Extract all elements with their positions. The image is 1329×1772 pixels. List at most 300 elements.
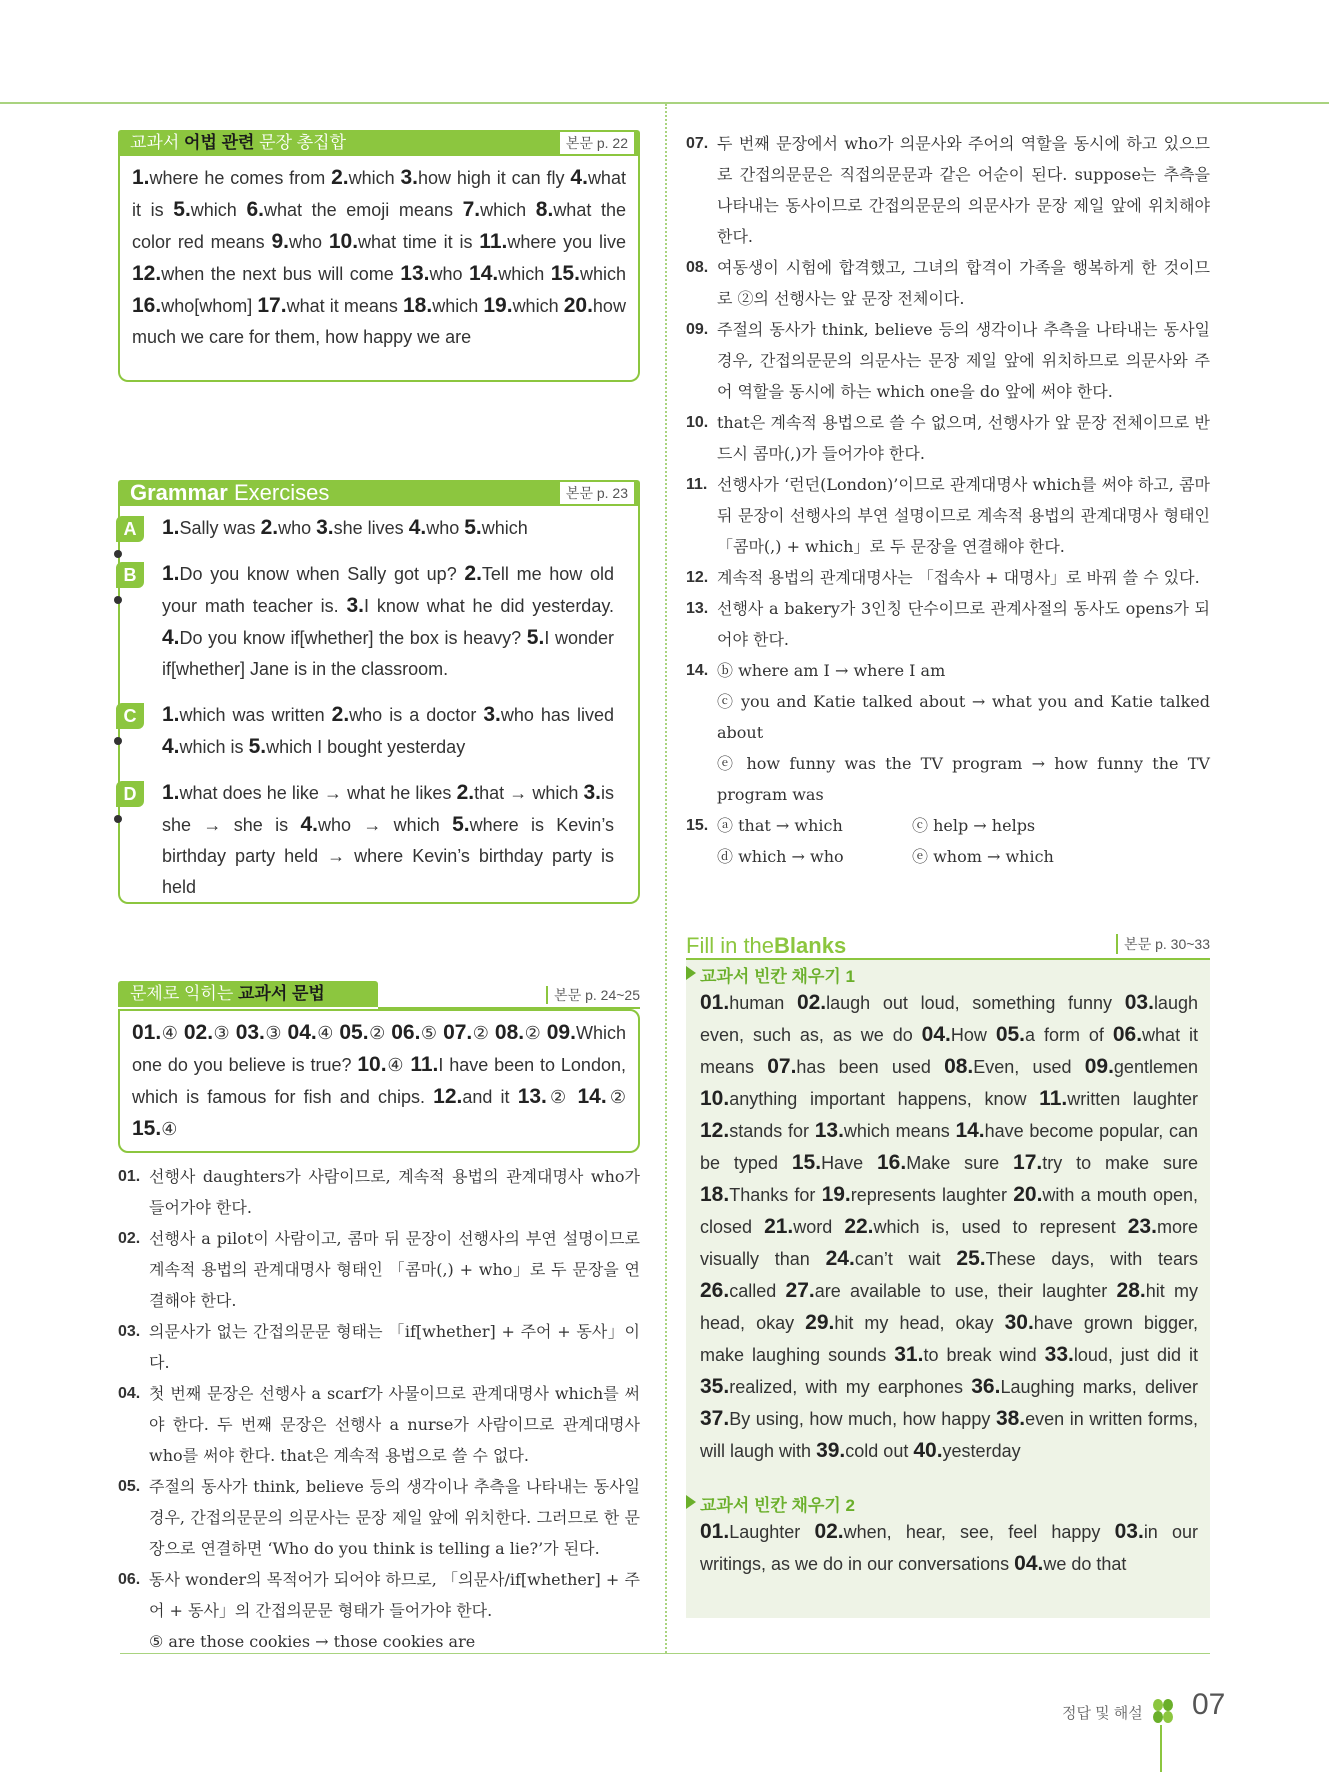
explanation-item — [686, 407, 1210, 469]
answer-number: 02. — [183, 1021, 214, 1044]
answer-text: ② — [606, 1087, 626, 1107]
answer-item — [162, 564, 457, 584]
answer-item — [816, 1441, 908, 1461]
answer-number: 18. — [403, 294, 433, 317]
answer-number: 27. — [785, 1279, 815, 1302]
answer-item — [162, 518, 256, 538]
answer-number: 12. — [132, 262, 162, 285]
explanation-list — [118, 1161, 640, 1657]
explanation-text: 선행사 daughters가 사람이므로, 계속적 용법의 관계대명사 who가 들어가야 한다. — [149, 1167, 640, 1217]
answer-item — [339, 1023, 385, 1043]
answer-number: 1. — [162, 562, 180, 585]
subsection-title-1: 교과서 빈칸 채우기 1 — [686, 962, 1210, 987]
answer-number: 35. — [700, 1375, 730, 1398]
answer-number: 03. — [1124, 991, 1154, 1014]
answer-text: word — [793, 1217, 833, 1237]
answer-item — [1085, 1057, 1198, 1077]
answer-text: have become popular, can be typed — [700, 1121, 1198, 1173]
exercise-answers — [162, 512, 626, 544]
badge-dot — [114, 815, 122, 823]
answer-item — [331, 168, 395, 188]
answer-number: 6. — [246, 198, 264, 221]
header-prefix: 문제로 익히는 — [130, 984, 234, 1003]
answer-text: ② — [368, 1023, 386, 1043]
explanation-text: 주절의 동사가 think, believe 등의 생각이나 추측을 나타내는 동사일 경우, 간접의문문의 의문사는 문장 제일 앞에 위치하므로 의문사와 주어 역할을 동시에 하는 which one을 do 앞에 써야 한다. — [717, 320, 1210, 401]
exercise-label-badge: C — [116, 703, 144, 729]
answer-item — [433, 1087, 509, 1107]
answer-number: 1. — [132, 166, 150, 189]
answer-item — [257, 296, 398, 316]
answer-text: hit my head, okay — [700, 1281, 1198, 1333]
explanation-item — [686, 810, 1210, 872]
answer-item — [815, 1121, 950, 1141]
answer-number: 01. — [700, 1520, 730, 1543]
answer-text: we do that — [1043, 1554, 1127, 1574]
page-number: 07 — [1192, 1688, 1226, 1721]
footer-stem — [1160, 1725, 1162, 1772]
column-divider — [665, 104, 667, 1653]
answer-item — [346, 596, 614, 616]
answer-item — [400, 168, 564, 188]
header-prefix: 교과서 — [130, 133, 180, 152]
explanation-item — [118, 1471, 640, 1564]
answer-text: even in written forms, will laugh with — [700, 1409, 1198, 1461]
answer-item — [700, 993, 784, 1013]
answer-item — [944, 1057, 1071, 1077]
explanation-text: 의문사가 없는 간접의문문 형태는 「if[whether] + 주어 + 동사」이다. — [149, 1322, 640, 1372]
answer-number: 3. — [483, 703, 501, 726]
answer-item — [132, 1023, 178, 1043]
answer-text: anything important happens, know — [729, 1089, 1027, 1109]
answer-item — [162, 705, 325, 725]
answer-number: 4. — [162, 626, 180, 649]
answer-item — [300, 815, 439, 835]
answer-item — [329, 232, 473, 252]
header-emphasis: 교과서 문법 — [238, 984, 325, 1003]
answer-number: 09. — [546, 1021, 576, 1044]
answer-text: laugh out loud, something funny — [826, 993, 1113, 1013]
answer-text: hit my head, okay — [834, 1313, 994, 1333]
answer-number: 05. — [339, 1021, 369, 1044]
explanation-item — [118, 1316, 640, 1378]
answer-text: what the emoji means — [263, 200, 453, 220]
answer-text: which — [481, 518, 528, 538]
answer-text: which — [498, 264, 545, 284]
exercise-label-badge: A — [116, 516, 144, 542]
answer-number: 03. — [235, 1021, 265, 1044]
answer-item — [700, 1121, 809, 1141]
explanation-item — [686, 252, 1210, 314]
explanation-item — [686, 562, 1210, 593]
answer-text: which — [480, 200, 527, 220]
answer-item — [162, 783, 451, 803]
answer-text: more visually than — [700, 1217, 1198, 1269]
answer-item — [357, 1055, 404, 1075]
answer-box — [118, 1009, 640, 1153]
answer-item — [805, 1313, 993, 1333]
answer-item — [403, 296, 478, 316]
subsection-title-2: 교과서 빈칸 채우기 2 — [686, 1491, 1210, 1516]
explanation-number: 13. — [686, 600, 709, 617]
answer-number: 17. — [257, 294, 287, 317]
answer-number: 2. — [464, 562, 482, 585]
answer-text: Make sure — [906, 1153, 1000, 1173]
answer-text: who → which — [317, 815, 440, 835]
answer-number: 39. — [816, 1439, 846, 1462]
answer-text: who — [289, 232, 323, 252]
explanation-text: 첫 번째 문장은 선행사 a scarf가 사물이므로 관계대명사 which를 써야 한다. 두 번째 문장은 선행사 a nurse가 사람이므로 관계대명사 who를 써야 한다. that은 계속적 용법으로 쓸 수 없다. — [149, 1384, 640, 1465]
answer-item — [877, 1153, 999, 1173]
answer-text: which — [579, 264, 626, 284]
answer-number: 38. — [995, 1407, 1026, 1430]
answer-text: that → which — [474, 783, 579, 803]
answer-item — [767, 1057, 931, 1077]
exercise-group-d — [120, 777, 626, 903]
header-emphasis: 어법 관련 — [184, 133, 255, 152]
answer-number: 11. — [479, 230, 508, 253]
answer-item — [443, 1023, 489, 1043]
exercise-label-badge: B — [116, 562, 144, 588]
answer-item — [551, 264, 626, 284]
answer-number: 23. — [1127, 1215, 1157, 1238]
answer-number: 29. — [805, 1311, 835, 1334]
answer-box — [118, 156, 640, 382]
answer-item — [409, 518, 460, 538]
section-grammar-exercises — [118, 480, 640, 904]
section-textbook-grammar — [118, 981, 640, 1657]
answer-text: Do you know when Sally got up? — [179, 564, 457, 584]
section-header — [118, 130, 640, 156]
correction-item: ⓔ whom → which — [912, 847, 1054, 866]
answer-text: Which one do you believe is true? — [132, 1023, 626, 1075]
answer-number: 28. — [1116, 1279, 1146, 1302]
answer-text: try to make sure — [1042, 1153, 1198, 1173]
correction-item: ⓐ that → which — [717, 816, 843, 835]
answer-number: 02. — [814, 1520, 844, 1543]
answer-number: 08. — [944, 1055, 974, 1078]
explanation-text: 주절의 동사가 think, believe 등의 생각이나 추측을 나타내는 동사일 경우, 간접의문문의 의문사는 문장 제일 앞에 위치한다. 그러므로 한 문장으로 연결하면 ‘Who do you think is telling a lie?’가 된다. — [149, 1477, 640, 1558]
answer-number: 04. — [921, 1023, 951, 1046]
leaf-icon — [1148, 1696, 1178, 1726]
explanation-number: 06. — [118, 1571, 141, 1588]
answer-text: ④ — [161, 1023, 179, 1043]
answer-text: Have — [821, 1153, 864, 1173]
answer-text: which — [512, 296, 559, 316]
exercise-group-b — [120, 558, 626, 685]
answer-text: Laughter — [729, 1522, 801, 1542]
explanation-text: 선행사 a pilot이 사람이고, 콤마 뒤 문장이 선행사의 부연 설명이므로 계속적 용법의 관계대명사 형태인 「콤마(,) + who」로 두 문장을 연결해야 한다. — [149, 1229, 640, 1310]
answer-item — [469, 264, 544, 284]
answer-number: 8. — [535, 198, 554, 221]
answer-number: 1. — [162, 781, 180, 804]
answer-item — [162, 737, 244, 757]
answer-text: I wonder if[whether] Jane is in the classroom. — [162, 628, 614, 679]
answer-text: ③ — [264, 1023, 283, 1043]
answer-item — [814, 1522, 1100, 1542]
header-suffix: 문장 총집합 — [259, 133, 347, 152]
answer-text: How — [950, 1025, 987, 1045]
answer-number: 2. — [456, 781, 475, 804]
explanation-text: 동사 wonder의 목적어가 되어야 하므로, 「의문사/if[whether] + 주어 + 동사」의 간접의문문 형태가 들어가야 한다. — [149, 1570, 640, 1620]
answer-number: 10. — [328, 230, 359, 253]
answer-number: 4. — [570, 166, 588, 189]
answer-text: which — [432, 296, 479, 316]
explanation-number: 11. — [686, 476, 708, 493]
page-ref: 본문 p. 30~33 — [1116, 934, 1210, 954]
answer-item — [132, 1119, 177, 1139]
answer-text: realized, with my earphones — [729, 1377, 963, 1397]
answer-item — [464, 518, 528, 538]
answer-text: human — [729, 993, 785, 1013]
answer-number: 03. — [1114, 1520, 1144, 1543]
explanation-sub: ⑤ are those cookies → those cookies are — [149, 1632, 476, 1651]
answer-number: 24. — [825, 1247, 855, 1270]
answer-number: 16. — [132, 294, 162, 317]
section-sentence-collection — [118, 130, 640, 382]
answer-text: which was written — [179, 705, 325, 725]
exercise-box — [118, 506, 640, 904]
answer-number: 21. — [764, 1215, 794, 1238]
answer-item — [132, 168, 325, 188]
answer-item — [271, 232, 322, 252]
answer-number: 10. — [700, 1087, 730, 1110]
answer-text: which — [348, 168, 395, 188]
answer-item — [236, 1023, 282, 1043]
answer-text: and it — [462, 1087, 510, 1107]
explanation-number: 14. — [686, 662, 709, 679]
answer-text: who — [278, 518, 312, 538]
explanation-item — [686, 314, 1210, 407]
explanation-text: that은 계속적 용법으로 쓸 수 없으며, 선행사가 앞 문장 전체이므로 반드시 콤마(,)가 들어가야 한다. — [717, 413, 1210, 463]
answer-item — [700, 1281, 776, 1301]
answer-number: 07. — [767, 1055, 797, 1078]
answer-text: are available to use, their laughter — [814, 1281, 1108, 1301]
answer-text: which is, used to represent — [873, 1217, 1116, 1237]
answer-number: 06. — [1112, 1023, 1143, 1046]
answer-item — [495, 1023, 541, 1043]
answer-item — [483, 705, 614, 725]
badge-dot — [114, 596, 122, 604]
explanation-number: 05. — [118, 1478, 141, 1495]
answer-text: written laughter — [1067, 1089, 1198, 1109]
answer-number: 12. — [700, 1119, 730, 1142]
answer-item — [956, 1249, 1198, 1269]
answer-item — [913, 1441, 1020, 1461]
answer-number: 07. — [443, 1021, 473, 1044]
answer-item — [1014, 1554, 1126, 1574]
fill-answers-2 — [686, 1516, 1210, 1580]
answer-number: 10. — [357, 1053, 387, 1076]
answer-text: which I bought yesterday — [266, 737, 466, 757]
explanation-number: 04. — [118, 1385, 141, 1402]
explanation-item — [118, 1378, 640, 1471]
answer-number: 13. — [400, 262, 430, 285]
answer-item — [1045, 1345, 1198, 1365]
answer-number: 05. — [995, 1023, 1026, 1046]
answer-number: 4. — [408, 516, 427, 539]
answer-text: where is Kevin’s birthday party held → where Kevin’s birthday party is held — [162, 815, 614, 897]
answer-text: a form of — [1025, 1025, 1104, 1045]
answer-text: is she → she is — [162, 783, 614, 835]
answer-number: 3. — [346, 594, 364, 617]
answer-number: 01. — [132, 1021, 162, 1044]
answer-item — [332, 705, 477, 725]
answer-text: Thanks for — [729, 1185, 816, 1205]
answer-number: 26. — [700, 1279, 730, 1302]
answer-number: 3. — [400, 166, 418, 189]
page-ref: 본문 p. 23 — [558, 482, 634, 504]
explanation-sub: ⓔ how funny was the TV program → how funny the TV program was — [717, 754, 1210, 804]
answer-text: ② — [546, 1087, 570, 1107]
answer-number: 20. — [563, 294, 593, 317]
exercise-group-a — [120, 512, 626, 544]
answer-number: 04. — [1014, 1552, 1044, 1575]
answer-number: 2. — [260, 516, 279, 539]
answer-item — [1013, 1153, 1198, 1173]
answer-item — [173, 200, 237, 220]
answer-text: I have been to London, which is famous for fish and chips. — [132, 1055, 626, 1107]
section-header — [118, 981, 378, 1007]
answer-number: 33. — [1044, 1343, 1074, 1366]
exercise-label-badge: D — [116, 781, 144, 807]
answer-text: who — [429, 264, 463, 284]
answer-number: 2. — [331, 703, 350, 726]
answer-item — [786, 1281, 1108, 1301]
exercise-answers — [162, 558, 626, 685]
answer-item — [479, 232, 626, 252]
answer-item — [391, 1023, 437, 1043]
fill-in-blanks-section — [686, 933, 1210, 1618]
answer-number: 11. — [1039, 1087, 1068, 1110]
answer-item — [792, 1153, 863, 1173]
answer-item — [249, 737, 466, 757]
answer-item — [518, 1087, 570, 1107]
answer-item — [184, 1023, 230, 1043]
answer-number: 14. — [955, 1119, 985, 1142]
answer-number: 15. — [791, 1151, 822, 1174]
explanation-text: 선행사가 ‘런던(London)’이므로 관계대명사 which를 써야 하고, 콤마 뒤 문장이 선행사의 부연 설명이므로 계속적 용법의 관계대명사 형태인 「콤마(,) + which」로 두 문장을 연결해야 한다. — [717, 475, 1210, 556]
answer-text: what it means — [286, 296, 398, 316]
section-header — [118, 480, 640, 506]
answer-number: 37. — [700, 1407, 730, 1430]
explanation-number: 10. — [686, 414, 709, 431]
answer-number: 4. — [162, 735, 180, 758]
answer-number: 5. — [173, 198, 191, 221]
correction-pair-row — [717, 841, 1210, 872]
answer-number: 08. — [494, 1021, 525, 1044]
correction-item: ⓒ help → helps — [912, 816, 1036, 835]
answer-item — [316, 518, 404, 538]
answer-text: have grown bigger, make laughing sounds — [700, 1313, 1198, 1365]
badge-dot — [114, 737, 122, 745]
answer-text: which means — [843, 1121, 950, 1141]
answer-text: how high it can fly — [418, 168, 565, 188]
answer-item — [700, 1185, 815, 1205]
answer-item — [246, 200, 453, 220]
answer-item — [132, 296, 252, 316]
badge-dot — [114, 550, 122, 558]
answer-text: how much we care for them, how happy we are — [132, 296, 626, 347]
answer-text: Tell me how old your math teacher is. — [162, 564, 614, 616]
explanation-item — [686, 593, 1210, 655]
answer-text: which is — [179, 737, 244, 757]
explanation-text: 여동생이 시험에 합격했고, 그녀의 합격이 가족을 행복하게 한 것이므로 ②의 선행사는 앞 문장 전체이다. — [717, 258, 1210, 308]
answer-number: 18. — [700, 1183, 730, 1206]
answer-number: 30. — [1004, 1311, 1034, 1334]
footer-label: 정답 및 해설 — [1062, 1705, 1143, 1722]
answer-text: what time it is — [358, 232, 473, 252]
header-suffix: Exercises — [233, 480, 330, 505]
answer-number: 19. — [483, 294, 513, 317]
answer-text: Even, used — [973, 1057, 1072, 1077]
answer-number: 11. — [410, 1053, 439, 1076]
answer-text: loud, just did it — [1073, 1345, 1199, 1365]
answer-number: 5. — [526, 626, 545, 649]
explanation-item — [686, 128, 1210, 252]
answer-item — [971, 1377, 1198, 1397]
correction-pair-row — [717, 810, 1210, 841]
explanation-sub: ⓒ you and Katie talked about → what you and Katie talked about — [717, 692, 1210, 742]
answer-number: 09. — [1084, 1055, 1114, 1078]
exercise-answers — [162, 699, 626, 763]
answer-text: laugh even, such as, as we do — [700, 993, 1198, 1045]
answer-number: 14. — [469, 262, 499, 285]
answer-number: 5. — [248, 735, 267, 758]
explanation-number: 09. — [686, 321, 709, 338]
page-ref: 본문 p. 22 — [558, 132, 634, 154]
answer-text: when the next bus will come — [161, 264, 394, 284]
answer-text: By using, how much, how happy — [729, 1409, 991, 1429]
answer-text: what it means — [700, 1025, 1198, 1077]
answer-text: ② — [524, 1023, 542, 1043]
answer-number: 36. — [971, 1375, 1001, 1398]
answer-number: 15. — [132, 1117, 162, 1140]
answer-item — [700, 1409, 990, 1429]
answer-text: to break wind — [923, 1345, 1037, 1365]
answer-text: cold out — [845, 1441, 909, 1461]
fill-answers-1 — [686, 987, 1210, 1467]
explanation-number: 15. — [686, 817, 709, 834]
answer-item — [1039, 1089, 1198, 1109]
answer-number: 25. — [956, 1247, 986, 1270]
answer-number: 20. — [1013, 1183, 1043, 1206]
right-explanations — [686, 128, 1210, 872]
explanation-number: 01. — [118, 1168, 141, 1185]
answer-text: ② — [472, 1023, 490, 1043]
answer-number: 06. — [391, 1021, 421, 1044]
header-emphasis: Blanks — [774, 933, 847, 958]
answer-text: These days, with tears — [985, 1249, 1198, 1269]
answer-number: 22. — [844, 1215, 874, 1238]
answer-number: 2. — [331, 166, 349, 189]
answer-number: 5. — [464, 516, 482, 539]
answer-item — [797, 993, 1112, 1013]
answer-number: 5. — [452, 813, 470, 836]
explanation-text: 선행사 a bakery가 3인칭 단수이므로 관계사절의 동사도 opens가 되어야 한다. — [717, 599, 1210, 649]
answer-text: ④ — [161, 1119, 178, 1139]
explanation-item — [686, 655, 1210, 810]
header-prefix: Fill in the — [686, 933, 775, 958]
explanation-item — [118, 1161, 640, 1223]
answer-text: when, hear, see, feel happy — [843, 1522, 1101, 1542]
explanation-number: 03. — [118, 1323, 141, 1340]
answer-item — [483, 296, 558, 316]
answer-item — [457, 783, 579, 803]
explanation-item — [118, 1564, 640, 1657]
answer-item — [261, 518, 312, 538]
answer-number: 15. — [550, 262, 580, 285]
answer-item — [132, 264, 394, 284]
